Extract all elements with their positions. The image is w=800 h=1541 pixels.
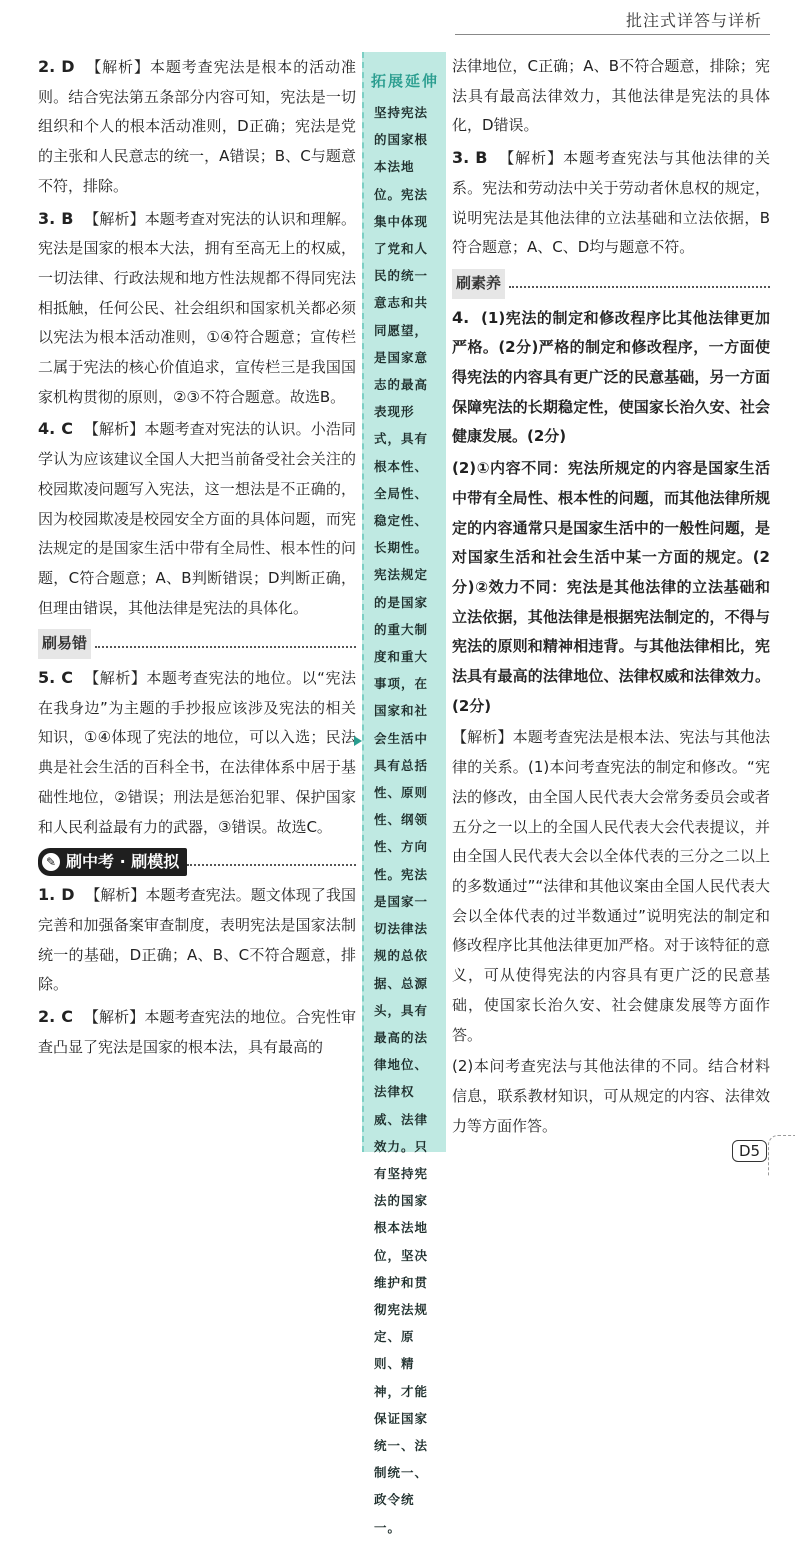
section-yicuo (38, 629, 356, 659)
page-number: D5 (732, 1140, 767, 1162)
pointer-arrow-icon (354, 736, 362, 746)
item-number: 2. (38, 1007, 56, 1027)
section-badge-label: 刷中考 · 刷模拟 (66, 852, 180, 872)
page-corner-decoration (768, 1135, 795, 1176)
right-column (452, 52, 770, 1143)
item-answer: D (61, 885, 75, 905)
answer-item-5 (38, 663, 356, 842)
item-text: 【解析】本题考查宪法与其他法律的关系。宪法和劳动法中关于劳动者休息权的规定，说明宪法是其他法律的立法基础和立法依据，B符合题意；A、C、D均与题意不符。 (452, 149, 770, 257)
item-text: 【解析】本题考查对宪法的认识。小浩同学认为应该建议全国人大把当前备受社会关注的校园欺凌问题写入宪法，这一想法是不正确的，因为校园欺凌是校园安全方面的具体问题，而宪法规定的是国家生活中带有全局性、根本性的问题，C符合题意；A、B判断错误；D判断正确，但理由错误，其他法律是宪法的具体化。 (38, 420, 356, 617)
item-text: (1)宪法的制定和修改程序比其他法律更加严格。(2分)严格的制定和修改程序，一方面使得宪法的内容具有更广泛的民意基础，另一方面保障宪法的长期稳定性，使国家长治久安、社会健康发展。(2分) (452, 308, 770, 446)
dotted-rule (509, 286, 770, 288)
continued-text: 法律地位，C正确；A、B不符合题意，排除；宪法具有最高法律效力，其他法律是宪法的具体化，D错误。 (452, 57, 770, 135)
item-number: 4. (452, 307, 470, 327)
answer-item-k3 (452, 143, 770, 263)
item-number: 3. (38, 208, 56, 228)
page-header-title: 批注式详答与详析 (625, 11, 762, 30)
item-answer: C (61, 1007, 73, 1027)
item-number: 1. (38, 885, 56, 905)
answer-item-k2 (38, 1002, 356, 1062)
item-text: 【解析】本题考查宪法。题文体现了我国完善和加强备案审查制度，表明宪法是国家法制统一的基础，D正确；A、B、C不符合题意，排除。 (38, 886, 356, 994)
item-answer: C (61, 668, 73, 688)
item-answer: C (61, 419, 73, 439)
item-number: 2. (38, 57, 56, 76)
extension-sidebar (362, 52, 446, 1535)
book-icon: ✎ (42, 853, 60, 871)
answer-item-k4-analysis2: (2)本问考查宪法与其他法律的不同。结合材料信息，联系教材知识，可从规定的内容、法律效力等方面作答。 (452, 1057, 770, 1135)
item-text: 【解析】本题考查宪法的地位。合宪性审查凸显了宪法是国家的根本法，具有最高的 (38, 1008, 356, 1056)
item-number: 5. (38, 668, 56, 688)
sidebar-title: 拓展延伸 (370, 72, 439, 90)
left-column (38, 52, 356, 1065)
item-number: 4. (38, 419, 56, 439)
section-badge (38, 848, 187, 876)
sidebar-text: 坚持宪法的国家根本法地位。宪法集中体现了党和人民的统一意志和共同愿望，是国家意志的最高表现形式，具有根本性、全局性、稳定性、长期性。宪法规定的是国家的重大制度和重大事项，在国家和社会生活中具有总括性、原则性、纲领性、方向性。宪法是国家一切法律法规的总依据、总源头，具有最高的法律地位、法律权威、法律效力。只有坚持宪法的国家根本法地位，坚决维护和贯彻宪法规定、原则、精神，才能保证国家统一、法制统一、政令统一。 (374, 105, 429, 1535)
item-answer: D (61, 57, 75, 76)
header-rule (455, 34, 770, 35)
item-number: 3. (452, 148, 470, 168)
item-text: 【解析】本题考查对宪法的认识和理解。宪法是国家的根本大法，拥有至高无上的权威，一切法律、行政法规和地方性法规都不得同宪法相抵触，任何公民、社会组织和国家机关都必须以宪法为根本活动准则，①④符合题意；宣传栏二属于宪法的核心价值追求，宣传栏三是我国国家机构贯彻的原则，②③不符合题意。故选B。 (38, 209, 356, 406)
answer-item-k4-part1 (452, 303, 770, 453)
item-text: 【解析】本题考查宪法的地位。以“宪法在我身边”为主题的手抄报应该涉及宪法的相关知识，①④体现了宪法的地位，可以入选；民法典是社会生活的百科全书，在法律体系中居于基础性地位，②错误；刑法是惩治犯罪、保护国家和人民利益最有力的武器，③错误。故选C。 (38, 669, 356, 836)
answer-item-2 (38, 52, 356, 202)
answer-item-k4-analysis: 【解析】本题考查宪法是根本法、宪法与其他法律的关系。(1)本问考查宪法的制定和修改。“宪法的修改，由全国人民代表大会常务委员会或者五分之一以上的全国人民代表大会代表提议，并由全国人民代表大会以全体代表的三分之二以上的多数通过”“法律和其他议案由全国人民代表大会以全体代表的过半数通过”说明宪法的制定和修改程序比其他法律更加严格。对于该特征的意义，可从使得宪法的内容具有更广泛的民意基础，使国家长治久安、社会健康发展等方面作答。 (452, 728, 770, 1044)
dotted-rule (95, 646, 356, 648)
section-zhongkao (38, 848, 356, 876)
section-suyang (452, 269, 770, 299)
item-answer: B (61, 208, 74, 228)
section-tag: 刷素养 (452, 269, 505, 299)
answer-item-4 (38, 414, 356, 623)
dotted-rule (187, 864, 356, 866)
answer-item-k4-part2: (2)①内容不同：宪法所规定的内容是国家生活中带有全局性、根本性的问题，而其他法律所规定的内容通常只是国家生活中的一般性问题，是对国家生活和社会生活中某一方面的规定。(2分)②效力不同：宪法是其他法律的立法基础和立法依据，其他法律是根据宪法制定的，不得与宪法的原则和精神相违背。与其他法律相比，宪法具有最高的法律地位、法律权威和法律效力。(2分) (452, 459, 770, 715)
item-answer: B (475, 148, 488, 168)
item-text: 【解析】本题考查宪法是根本的活动准则。结合宪法第五条部分内容可知，宪法是一切组织和个人的根本活动准则，D正确；宪法是党的主张和人民意志的统一，A错误；B、C与题意不符，排除。 (38, 58, 356, 195)
answer-item-k1 (38, 880, 356, 1000)
answer-item-3 (38, 204, 356, 413)
section-tag: 刷易错 (38, 629, 91, 659)
